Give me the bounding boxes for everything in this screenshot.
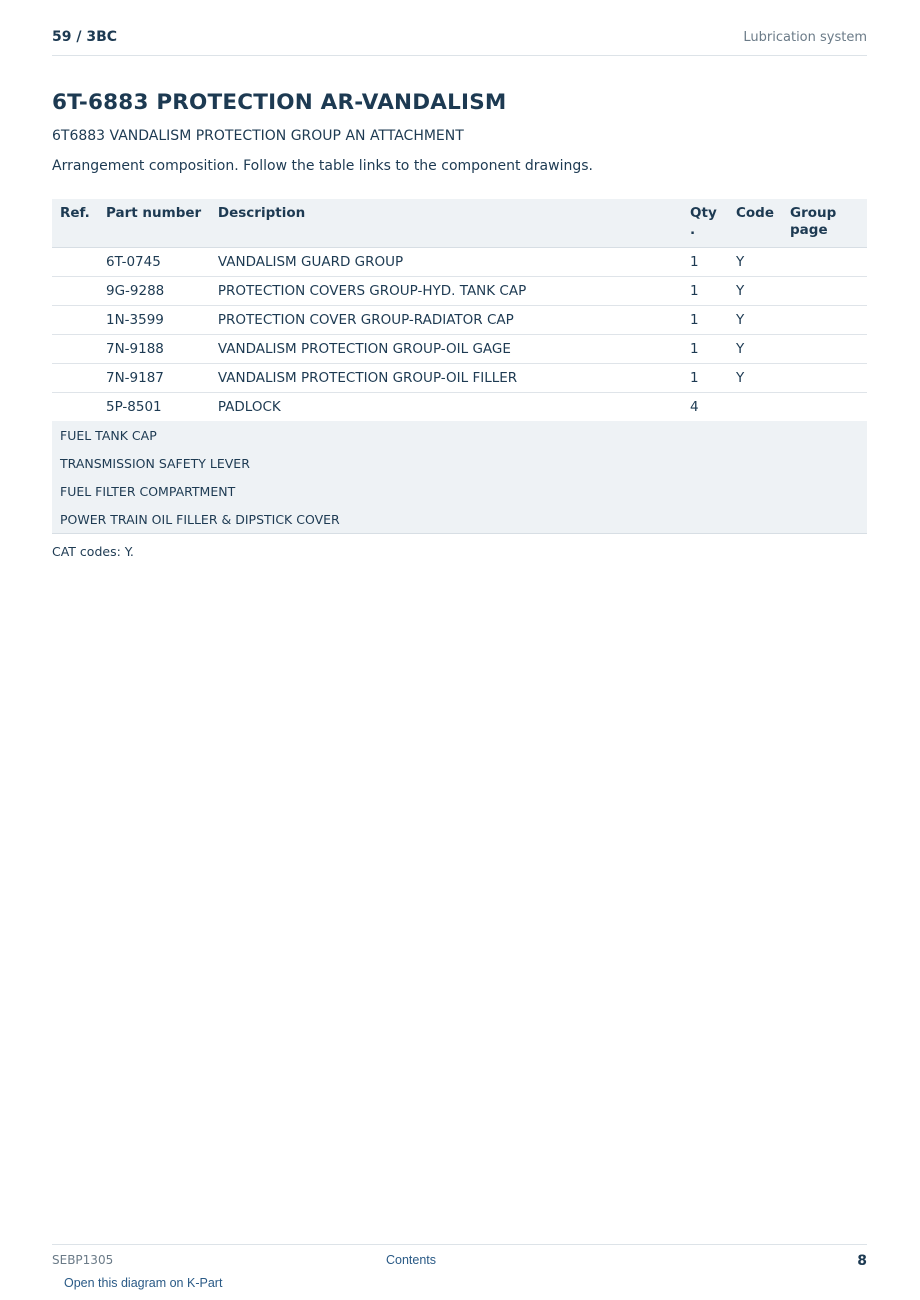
cell-ref xyxy=(52,306,98,335)
cell-part-number[interactable]: 7N-9187 xyxy=(98,364,210,393)
page-footer xyxy=(52,1244,867,1275)
note-text: FUEL TANK CAP xyxy=(52,421,867,449)
note-text: POWER TRAIN OIL FILLER & DIPSTICK COVER xyxy=(52,505,867,534)
intro-text: Arrangement composition. Follow the table links to the component drawings. xyxy=(52,158,593,174)
cell-ref xyxy=(52,393,98,422)
cell-code: Y xyxy=(728,335,782,364)
header-description: Description xyxy=(210,199,682,248)
cell-code xyxy=(728,393,782,422)
cell-qty: 1 xyxy=(682,248,728,277)
header-ref: Ref. xyxy=(52,199,98,248)
table-row[interactable] xyxy=(52,248,867,277)
cell-ref xyxy=(52,277,98,306)
header-group-page: Group page xyxy=(782,199,867,248)
cell-group-page xyxy=(782,306,867,335)
cell-description: PADLOCK xyxy=(217,399,281,415)
k-part-link[interactable]: Open this diagram on K-Part xyxy=(64,1276,223,1290)
section-title: Lubrication system xyxy=(743,30,867,45)
cell-ref xyxy=(52,364,98,393)
page-title: 6T-6883 PROTECTION AR-VANDALISM xyxy=(52,90,507,115)
cell-ref xyxy=(52,248,98,277)
table-row[interactable] xyxy=(52,393,867,422)
header-part-number: Part number xyxy=(98,199,210,248)
table-note-row xyxy=(52,477,867,505)
cell-group-page xyxy=(782,335,867,364)
cell-part-number[interactable]: 1N-3599 xyxy=(98,306,210,335)
table-note-row xyxy=(52,449,867,477)
cell-part-number[interactable]: 6T-0745 xyxy=(98,248,210,277)
cell-qty: 1 xyxy=(682,277,728,306)
table-header-row xyxy=(52,199,867,248)
cell-code: Y xyxy=(728,277,782,306)
table-row[interactable] xyxy=(52,364,867,393)
cell-group-page xyxy=(782,364,867,393)
note-text: FUEL FILTER COMPARTMENT xyxy=(52,477,867,505)
cell-part-number[interactable]: 9G-9288 xyxy=(98,277,210,306)
cell-qty: 1 xyxy=(682,306,728,335)
cell-qty: 4 xyxy=(690,399,699,415)
cell-description: VANDALISM GUARD GROUP xyxy=(210,248,682,277)
cell-description: PROTECTION COVER GROUP-RADIATOR CAP xyxy=(210,306,682,335)
cell-qty: 1 xyxy=(682,364,728,393)
parts-table xyxy=(52,199,867,534)
cell-code: Y xyxy=(728,248,782,277)
header-qty: Qty . xyxy=(682,199,728,248)
table-row[interactable] xyxy=(52,277,867,306)
cell-part-number[interactable]: 5P-8501 xyxy=(105,399,162,415)
breadcrumb: 59 / 3BC xyxy=(52,29,118,45)
cell-code: Y xyxy=(728,364,782,393)
table-note-row xyxy=(52,505,867,534)
header-code: Code xyxy=(728,199,782,248)
page-number: 8 xyxy=(857,1253,867,1269)
cell-description: PROTECTION COVERS GROUP-HYD. TANK CAP xyxy=(210,277,682,306)
table-row[interactable] xyxy=(52,335,867,364)
cell-group-page xyxy=(782,248,867,277)
cat-codes-note: CAT codes: Y. xyxy=(52,544,134,559)
cell-description: VANDALISM PROTECTION GROUP-OIL FILLER xyxy=(210,364,682,393)
cell-group-page xyxy=(782,393,867,422)
note-text: TRANSMISSION SAFETY LEVER xyxy=(52,449,867,477)
cell-part-number[interactable]: 7N-9188 xyxy=(98,335,210,364)
cell-group-page xyxy=(782,277,867,306)
table-row[interactable] xyxy=(52,306,867,335)
cell-ref xyxy=(52,335,98,364)
table-note-row xyxy=(52,421,867,449)
page-header xyxy=(52,28,867,56)
page-subtitle: 6T6883 VANDALISM PROTECTION GROUP AN ATTACHMENT xyxy=(52,128,464,144)
cell-code: Y xyxy=(728,306,782,335)
cell-qty: 1 xyxy=(682,335,728,364)
contents-link[interactable]: Contents xyxy=(386,1253,437,1267)
cell-description: VANDALISM PROTECTION GROUP-OIL GAGE xyxy=(210,335,682,364)
document-id: SEBP1305 xyxy=(52,1253,114,1267)
